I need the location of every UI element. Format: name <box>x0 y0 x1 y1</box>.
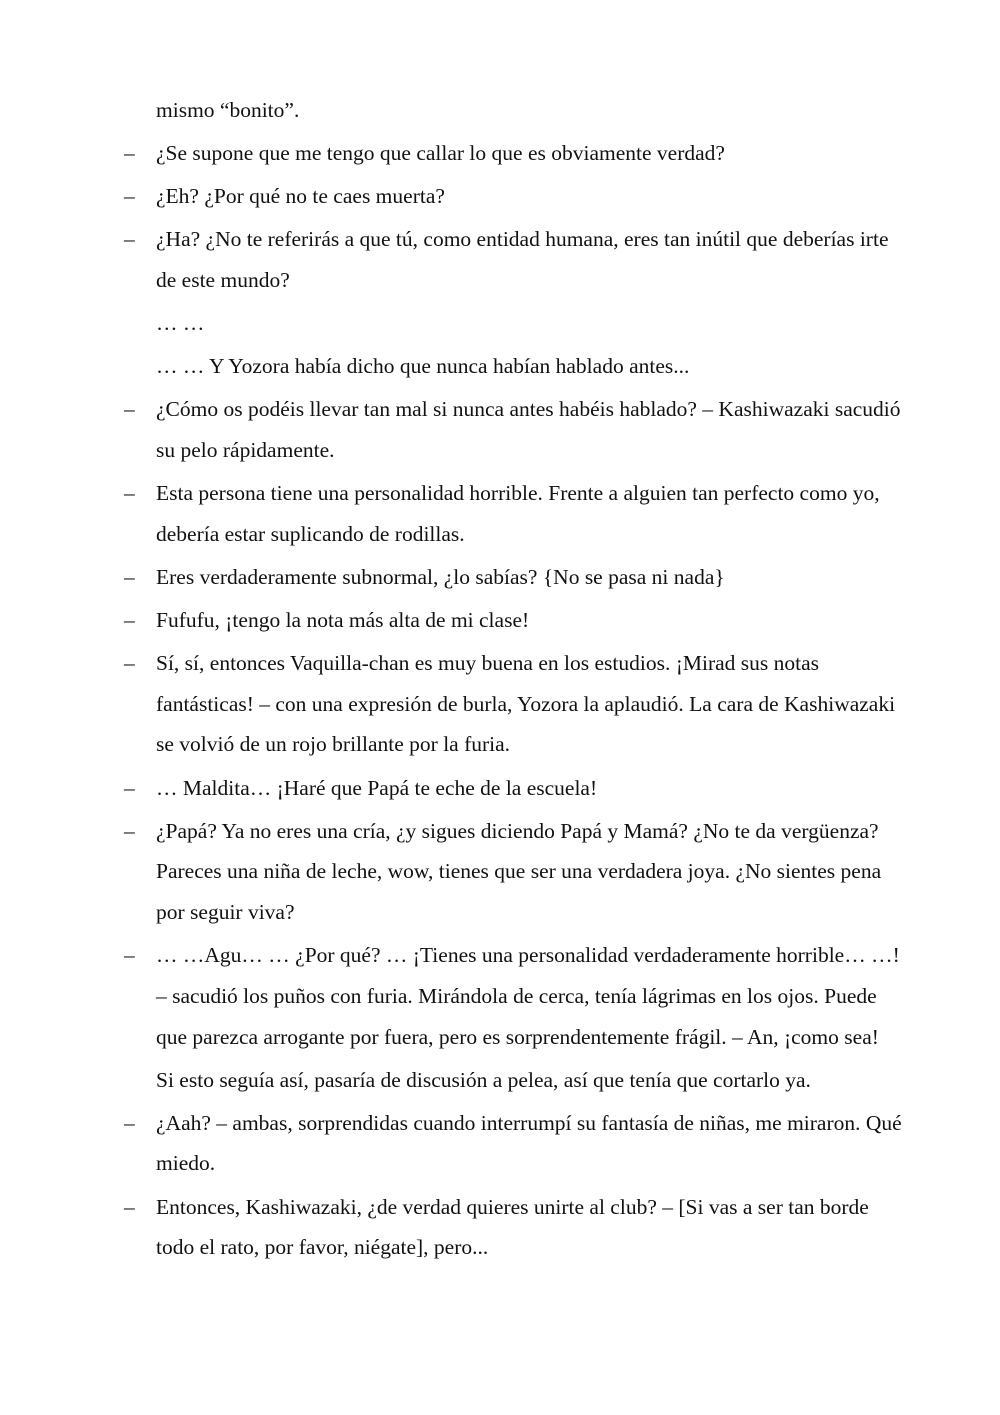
dialogue-dash: – <box>124 775 135 800</box>
paragraph <box>0 346 1000 387</box>
dialogue-dash: – <box>124 227 135 252</box>
paragraph-text: Entonces, Kashiwazaki, ¿de verdad quieres unirte al club? – [Si vas a ser tan borde todo el rato, por favor, niégate], pero... <box>156 1194 869 1260</box>
dialogue-dash: – <box>124 1194 135 1219</box>
paragraph <box>0 1103 1000 1184</box>
paragraph-text: Sí, sí, entonces Vaquilla-chan es muy buena en los estudios. ¡Mirad sus notas fantásticas! – con una expresión de burla, Yozora la aplaudió. La cara de Kashiwazaki se volvió de un rojo brillante por la furia. <box>156 651 896 757</box>
paragraph-text: … …Agu… … ¿Por qué? … ¡Tienes una personalidad verdaderamente horrible… …! – sacudió los puños con furia. Mirándola de cerca, tenía lágrimas en los ojos. Puede que parezca arrogante por fuera, pero es sorprendentemente frágil. – An, ¡como sea! <box>156 943 900 1049</box>
paragraph <box>0 473 1000 554</box>
paragraph <box>0 303 1000 344</box>
paragraph <box>0 811 1000 933</box>
dialogue-dash: – <box>124 651 135 676</box>
dialogue-dash: – <box>124 564 135 589</box>
paragraph <box>0 600 1000 641</box>
paragraph <box>0 557 1000 598</box>
paragraph <box>0 133 1000 174</box>
dialogue-dash: – <box>124 141 135 166</box>
paragraph <box>0 643 1000 765</box>
paragraph-text: ¿Ha? ¿No te referirás a que tú, como entidad humana, eres tan inútil que deberías irte de este mundo? <box>156 227 889 292</box>
paragraph-text: mismo “bonito”. <box>156 98 300 122</box>
paragraph <box>0 1187 1000 1268</box>
dialogue-dash: – <box>124 1110 135 1135</box>
paragraph-text: … Maldita… ¡Haré que Papá te eche de la escuela! <box>156 775 598 800</box>
paragraph-text: Si esto seguía así, pasaría de discusión a pelea, así que tenía que cortarlo ya. <box>156 1067 811 1092</box>
paragraph-text: ¿Eh? ¿Por qué no te caes muerta? <box>156 184 445 209</box>
dialogue-dash: – <box>124 397 135 422</box>
paragraph <box>0 176 1000 217</box>
paragraph-text: Fufufu, ¡tengo la nota más alta de mi clase! <box>156 607 530 632</box>
paragraph <box>0 1060 1000 1101</box>
paragraph-text: ¿Papá? Ya no eres una cría, ¿y sigues diciendo Papá y Mamá? ¿No te da vergüenza? Pareces una niña de leche, wow, tienes que ser una verdadera joya. ¿No sientes pena por seguir viva? <box>156 818 882 925</box>
paragraph-text: … … Y Yozora había dicho que nunca habían hablado antes... <box>156 354 690 379</box>
dialogue-dash: – <box>124 607 135 632</box>
paragraph <box>0 768 1000 809</box>
paragraph-text: ¿Aah? – ambas, sorprendidas cuando interrumpí su fantasía de niñas, me miraron. Qué miedo. <box>156 1110 902 1176</box>
dialogue-dash: – <box>124 818 135 843</box>
dialogue-dash: – <box>124 943 135 968</box>
paragraph-text: … … <box>156 311 205 336</box>
paragraph-text: Esta persona tiene una personalidad horrible. Frente a alguien tan perfecto como yo, debería estar suplicando de rodillas. <box>156 481 880 546</box>
paragraph <box>0 219 1000 300</box>
paragraph <box>0 389 1000 470</box>
dialogue-dash: – <box>124 481 135 506</box>
paragraph-text: ¿Cómo os podéis llevar tan mal si nunca antes habéis hablado? – Kashiwazaki sacudió su pelo rápidamente. <box>156 397 901 462</box>
paragraph-text: Eres verdaderamente subnormal, ¿lo sabías? {No se pasa ni nada} <box>156 564 725 589</box>
paragraph <box>0 935 1000 1057</box>
document-page <box>0 90 1000 1270</box>
paragraph <box>0 90 1000 131</box>
dialogue-dash: – <box>124 184 135 209</box>
paragraph-text: ¿Se supone que me tengo que callar lo que es obviamente verdad? <box>156 141 725 166</box>
